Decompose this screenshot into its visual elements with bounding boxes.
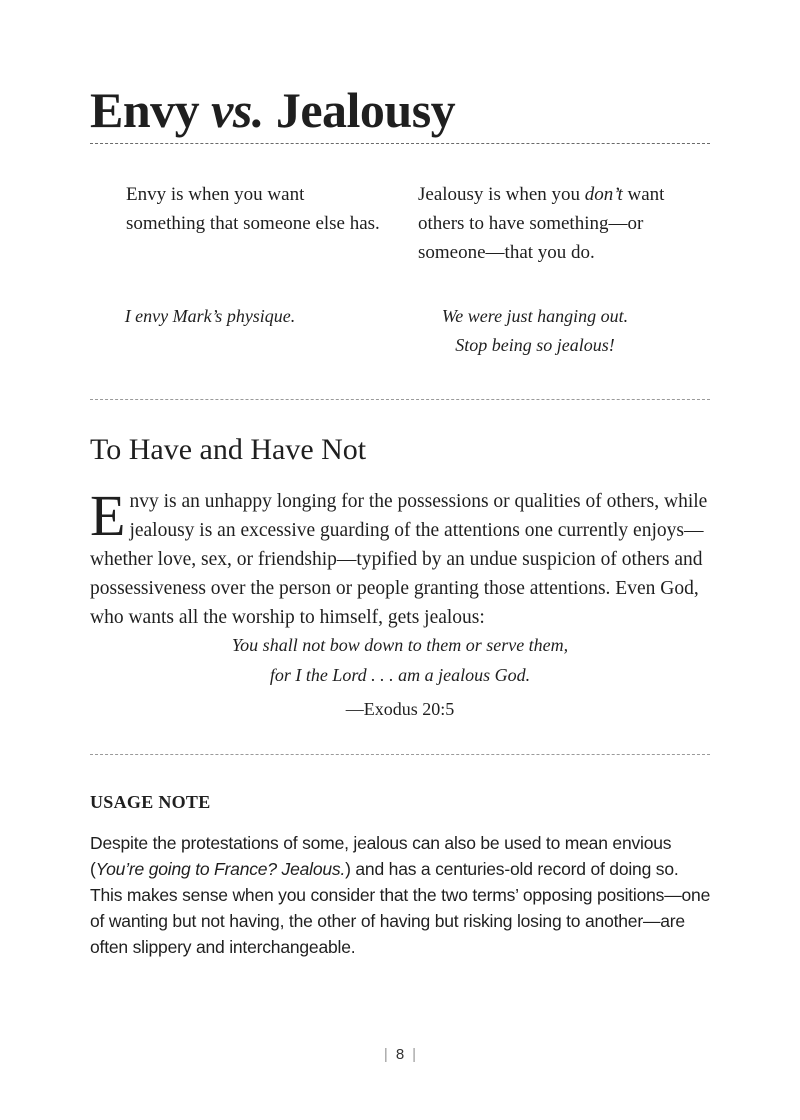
jealousy-definition-end: want others to have something—or someone—that you do.	[418, 184, 665, 263]
usage-divider	[90, 754, 710, 755]
page-number-right-bar: |	[412, 1046, 417, 1063]
envy-definition: Envy is when you want something that someone else has.	[126, 184, 380, 234]
section-divider	[90, 399, 710, 400]
quote-line2: for I the Lord . . . am a jealous God.	[269, 665, 531, 685]
title-divider	[90, 143, 710, 144]
jealousy-example-line2: Stop being so jealous!	[455, 335, 615, 355]
title-vs: vs.	[211, 82, 264, 138]
page-number-left-bar: |	[383, 1046, 388, 1063]
usage-note-heading: USAGE NOTE	[90, 792, 211, 812]
usage-note-text-end: ) and has a centuries-old record of doing so. This makes sense when you consider that the two terms’ opposing positions—one of wanting but not having, the other of having but risking losing to another—are often slippery and interchangeable.	[90, 859, 711, 957]
page-title	[90, 82, 455, 138]
jealousy-definition	[418, 180, 708, 267]
envy-example: I envy Mark’s physique.	[124, 306, 296, 326]
usage-note-text	[90, 830, 714, 960]
title-word-envy: Envy	[90, 82, 200, 138]
drop-cap: E	[90, 483, 126, 548]
jealousy-example	[410, 302, 660, 360]
usage-note-text-start: Despite the protestations of some, jealous can also be used to mean envious (	[90, 833, 672, 879]
title-word-jealousy: Jealousy	[275, 82, 456, 138]
body-paragraph-text: nvy is an unhappy longing for the possessions or qualities of others, while jealousy is an excessive guarding of the attentions one currently enjoys—whether love, sex, or friendship—typified by an undue suspicion of others and possessiveness over the person or people granting those attentions. Even God, who wants all the worship to himself, gets jealous:	[90, 491, 708, 628]
usage-note-example: You’re going to France? Jealous.	[95, 859, 346, 879]
page-number-value: 8	[395, 1046, 405, 1063]
jealousy-definition-emphasis: don’t	[584, 184, 623, 205]
scripture-quote	[90, 630, 710, 690]
section-heading: To Have and Have Not	[90, 433, 367, 466]
quote-source: —Exodus 20:5	[345, 699, 455, 719]
jealousy-definition-start: Jealousy is when you	[418, 184, 585, 205]
quote-line1: You shall not bow down to them or serve them,	[231, 635, 569, 655]
jealousy-example-line1: We were just hanging out.	[441, 306, 629, 326]
page-number	[0, 1046, 800, 1063]
body-paragraph	[90, 483, 714, 632]
